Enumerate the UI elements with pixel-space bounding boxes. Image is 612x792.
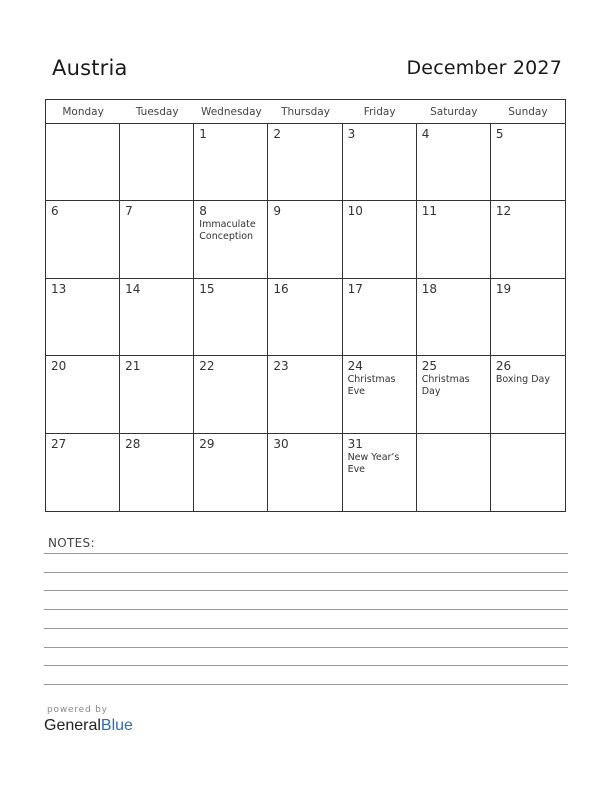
day-cell <box>417 201 491 278</box>
day-cell <box>343 356 417 433</box>
day-number: 25 <box>421 359 437 374</box>
day-cell <box>491 434 565 511</box>
notes-line <box>44 628 568 629</box>
holiday-label: Boxing Day <box>495 374 550 386</box>
day-cell <box>491 279 565 356</box>
day-cell <box>46 124 120 201</box>
day-cell <box>46 279 120 356</box>
day-cell <box>194 356 268 433</box>
day-cell <box>194 279 268 356</box>
day-cell <box>417 356 491 433</box>
day-cell <box>343 279 417 356</box>
day-cell <box>417 279 491 356</box>
weekday-header: Wednesday <box>194 100 268 124</box>
day-cell <box>46 356 120 433</box>
day-number: 20 <box>51 359 67 374</box>
day-cell <box>491 124 565 201</box>
holiday-label: Immaculate Conception <box>199 219 256 243</box>
weekday-header: Saturday <box>417 100 491 124</box>
day-cell <box>194 434 268 511</box>
day-cell <box>417 124 491 201</box>
month-year-title: December 2027 <box>406 57 562 79</box>
day-number: 26 <box>495 359 512 374</box>
brand-logo-blue: Blue <box>100 717 133 734</box>
day-number: 7 <box>125 204 133 219</box>
day-number: 5 <box>495 127 504 141</box>
day-cell <box>417 434 491 511</box>
day-cell <box>491 201 565 278</box>
day-number: 27 <box>51 436 67 451</box>
day-cell <box>46 201 120 278</box>
notes-line <box>44 609 568 610</box>
day-number: 29 <box>199 436 215 451</box>
day-number: 4 <box>421 127 430 141</box>
day-cell <box>268 356 342 433</box>
weekday-header: Thursday <box>268 100 342 124</box>
weekday-header: Sunday <box>491 100 565 124</box>
day-number: 21 <box>125 359 141 374</box>
day-cell <box>120 279 194 356</box>
weekday-header: Friday <box>343 100 417 124</box>
day-cell <box>194 124 268 201</box>
day-number: 17 <box>347 281 363 296</box>
day-cell <box>343 124 417 201</box>
day-cell <box>491 356 565 433</box>
day-number: 18 <box>421 281 437 296</box>
holiday-label: Christmas Day <box>421 374 470 398</box>
brand-logo <box>44 717 133 735</box>
notes-label: NOTES: <box>48 536 95 550</box>
day-number: 3 <box>347 127 356 141</box>
day-cell <box>120 201 194 278</box>
day-cell <box>120 356 194 433</box>
day-number: 16 <box>273 281 289 296</box>
day-number: 31 <box>347 436 363 451</box>
day-number: 12 <box>495 204 512 219</box>
day-cell <box>268 279 342 356</box>
notes-line <box>44 684 568 685</box>
notes-line <box>44 665 568 666</box>
notes-line <box>44 572 568 573</box>
day-number: 11 <box>421 204 437 219</box>
day-number: 8 <box>199 204 207 219</box>
notes-line <box>44 553 568 554</box>
day-number: 1 <box>199 127 207 141</box>
day-number: 23 <box>273 359 289 374</box>
notes-line <box>44 590 568 591</box>
day-cell <box>46 434 120 511</box>
holiday-label: Christmas Eve <box>347 374 396 398</box>
day-cell <box>194 201 268 278</box>
holiday-label: New Year’s Eve <box>347 451 400 475</box>
day-number: 19 <box>495 281 512 296</box>
weekday-header: Tuesday <box>120 100 194 124</box>
day-number: 22 <box>199 359 215 374</box>
day-number: 6 <box>51 204 59 219</box>
weekday-header: Monday <box>46 100 120 124</box>
day-number: 13 <box>51 281 67 296</box>
day-cell <box>268 434 342 511</box>
notes-line <box>44 647 568 648</box>
day-cell <box>343 201 417 278</box>
day-cell <box>120 124 194 201</box>
day-number: 10 <box>347 204 363 219</box>
day-cell <box>268 124 342 201</box>
day-cell <box>343 434 417 511</box>
day-number: 28 <box>125 436 141 451</box>
day-number: 2 <box>273 127 282 141</box>
country-title: Austria <box>52 56 128 80</box>
day-number: 9 <box>273 204 282 219</box>
day-cell <box>120 434 194 511</box>
day-cell <box>268 201 342 278</box>
day-number: 14 <box>125 281 141 296</box>
powered-by-text: powered by <box>47 705 108 715</box>
brand-logo-general: General <box>44 717 101 734</box>
day-number: 15 <box>199 281 215 296</box>
calendar-grid <box>45 99 566 512</box>
day-number: 30 <box>273 436 289 451</box>
day-number: 24 <box>347 359 363 374</box>
